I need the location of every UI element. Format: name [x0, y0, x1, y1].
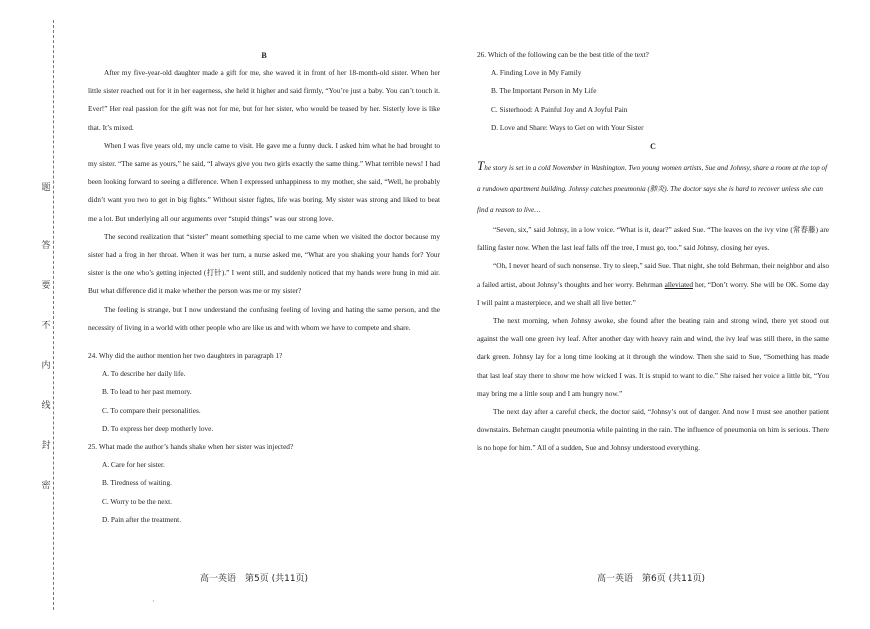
answer-option: C. Worry to be the next.	[102, 496, 173, 506]
underlined-word: alleviated	[664, 279, 693, 289]
margin-label: 内	[41, 360, 51, 370]
question-25	[88, 438, 440, 529]
margin-label: 线	[41, 400, 51, 410]
binding-margin	[0, 0, 60, 629]
paragraph-text: her, “Don’t worry. She will be OK. Some day I will paint a masterpiece, and we shall all live better.”	[477, 279, 829, 307]
passage-c-intro	[477, 155, 829, 221]
intro-text: he story is set in a cold November in Washington. Two young women artists, Sue and Johnsy, share a room at the top of a rundown apartment building. Johnsy catches pneumonia (肺炎). The doctor says she is hard to recover unless she can find a reason to live…	[477, 164, 828, 215]
passage-c-paragraph: “Seven, six,” said Johnsy, in a low voice. “What is it, dear?” asked Sue. “The leaves on the ivy vine (常春藤) are falling faster now. When the last leaf falls off the tree, I must go, too.” said Johnsy, closing her eyes.	[477, 225, 829, 253]
answer-option: B. To lead to her past memory.	[102, 387, 192, 397]
page-footer-right: 高一英语 第6页 (共11页)	[597, 574, 706, 584]
passage-c-paragraph	[477, 257, 829, 312]
answer-option: A. To describe her daily life.	[102, 369, 186, 379]
section-c-title: C	[650, 142, 656, 152]
left-column	[88, 46, 440, 529]
margin-label: 封	[41, 440, 51, 450]
passage-b-paragraph: The feeling is strange, but I now understand the confusing feeling of loving and hating the same person, and the necessity of living in a world with other people who are like us and with whom we have to compete and share.	[88, 304, 440, 332]
answer-option: B. The Important Person in My Life	[491, 86, 597, 96]
intro-drop-cap: T	[477, 158, 485, 174]
right-column	[477, 46, 829, 458]
question-stem: 26. Which of the following can be the best title of the text?	[477, 50, 649, 59]
answer-option: D. Pain after the treatment.	[102, 514, 182, 524]
question-24	[88, 347, 440, 438]
binding-dashed-line	[53, 20, 54, 610]
margin-label: 密	[41, 480, 51, 490]
answer-option: C. Sisterhood: A Painful Joy and A Joyful Pain	[491, 104, 628, 114]
passage-b-paragraph: After my five-year-old daughter made a gift for me, she waved it in front of her 18-month-old sister. When her little sister reached out for it in her eagerness, she held it higher and said firmly, “You’re just a baby. You can’t touch it. Ever!” Her real passion for the gift was not for me, but for her sister, who would be teased by her. Sisterly love is like that. It’s mixed.	[88, 68, 440, 132]
answer-option: A. Finding Love in My Family	[491, 68, 582, 78]
passage-c-paragraph: The next day after a careful check, the doctor said, “Johnsy’s out of danger. And now I must see another patient downstairs. Behrman caught pneumonia while painting in the rain. The influence of pneumonia on him is serious. There is no hope for him.” All of a sudden, Sue and Johnsy understood everything.	[477, 407, 829, 453]
scan-speck: ·	[152, 597, 155, 606]
passage-b-paragraph: The second realization that “sister” meant something special to me came when we visited the doctor because my sister had a frog in her throat. When it was her turn, a nurse asked me, “What are you shaking your hands for? Your sister is the one who’s getting injected (打针).” I went still, and suddenly noticed that my hands were hung in mid air. But what difference did it make whether the person was me or my sister?	[88, 231, 440, 296]
answer-option: D. Love and Share: Ways to Get on with Your Sister	[491, 122, 644, 132]
page-footer-left: 高一英语 第5页 (共11页)	[200, 574, 309, 584]
paragraph-text: “Oh, I never heard of such nonsense. Try to sleep,” said Sue. That night, she told Behrman, their neighbor and also a failed artist, about Johnsy’s thoughts and her worry. Behrman	[477, 261, 829, 289]
question-26	[477, 46, 829, 137]
question-stem: 24. Why did the author mention her two daughters in paragraph 1?	[88, 351, 283, 361]
answer-option: B. Tiredness of waiting.	[102, 478, 172, 488]
answer-option: D. To express her deep motherly love.	[102, 423, 214, 433]
passage-c-paragraph: The next morning, when Johnsy awoke, she found after the beating rain and strong wind, there yet stood out against the wall one green ivy leaf. After another day with heavy rain and wind, the ivy leaf was still there, in the same dark green. Johnsy lay for a long time looking at it through the window. Then she said to Sue, “Something has made that last leaf stay there to show me how wicked I was. It is stupid to want to die.” She raised her voice a little bit, “You may bring me a little soup and I am hungry now.”	[477, 316, 829, 398]
answer-option: A. Care for her sister.	[102, 460, 165, 470]
answer-option: C. To compare their personalities.	[102, 405, 201, 415]
section-b-title: B	[261, 51, 267, 60]
question-stem: 25. What made the author’s hands shake when her sister was injected?	[88, 442, 294, 452]
margin-label: 题	[41, 182, 51, 192]
passage-b-paragraph: When I was five years old, my uncle came to visit. He gave me a funny duck. I asked him what he had brought to my sister. “The same as yours,” he said, “I always give you two girls exactly the same thing.” What terrible news! I had been looking forward to seeing a difference. When I expressed unhappiness to my mother, she said, “Well, he probably didn’t want you two to get in big fights.” Without sister fights, life was boring. My sister was strong and liked to beat me a lot. But underlying all our arguments over “stupid things” was our strong love.	[88, 140, 440, 223]
margin-label: 答	[41, 240, 51, 250]
margin-label: 要	[41, 280, 51, 290]
margin-label: 不	[41, 320, 51, 330]
